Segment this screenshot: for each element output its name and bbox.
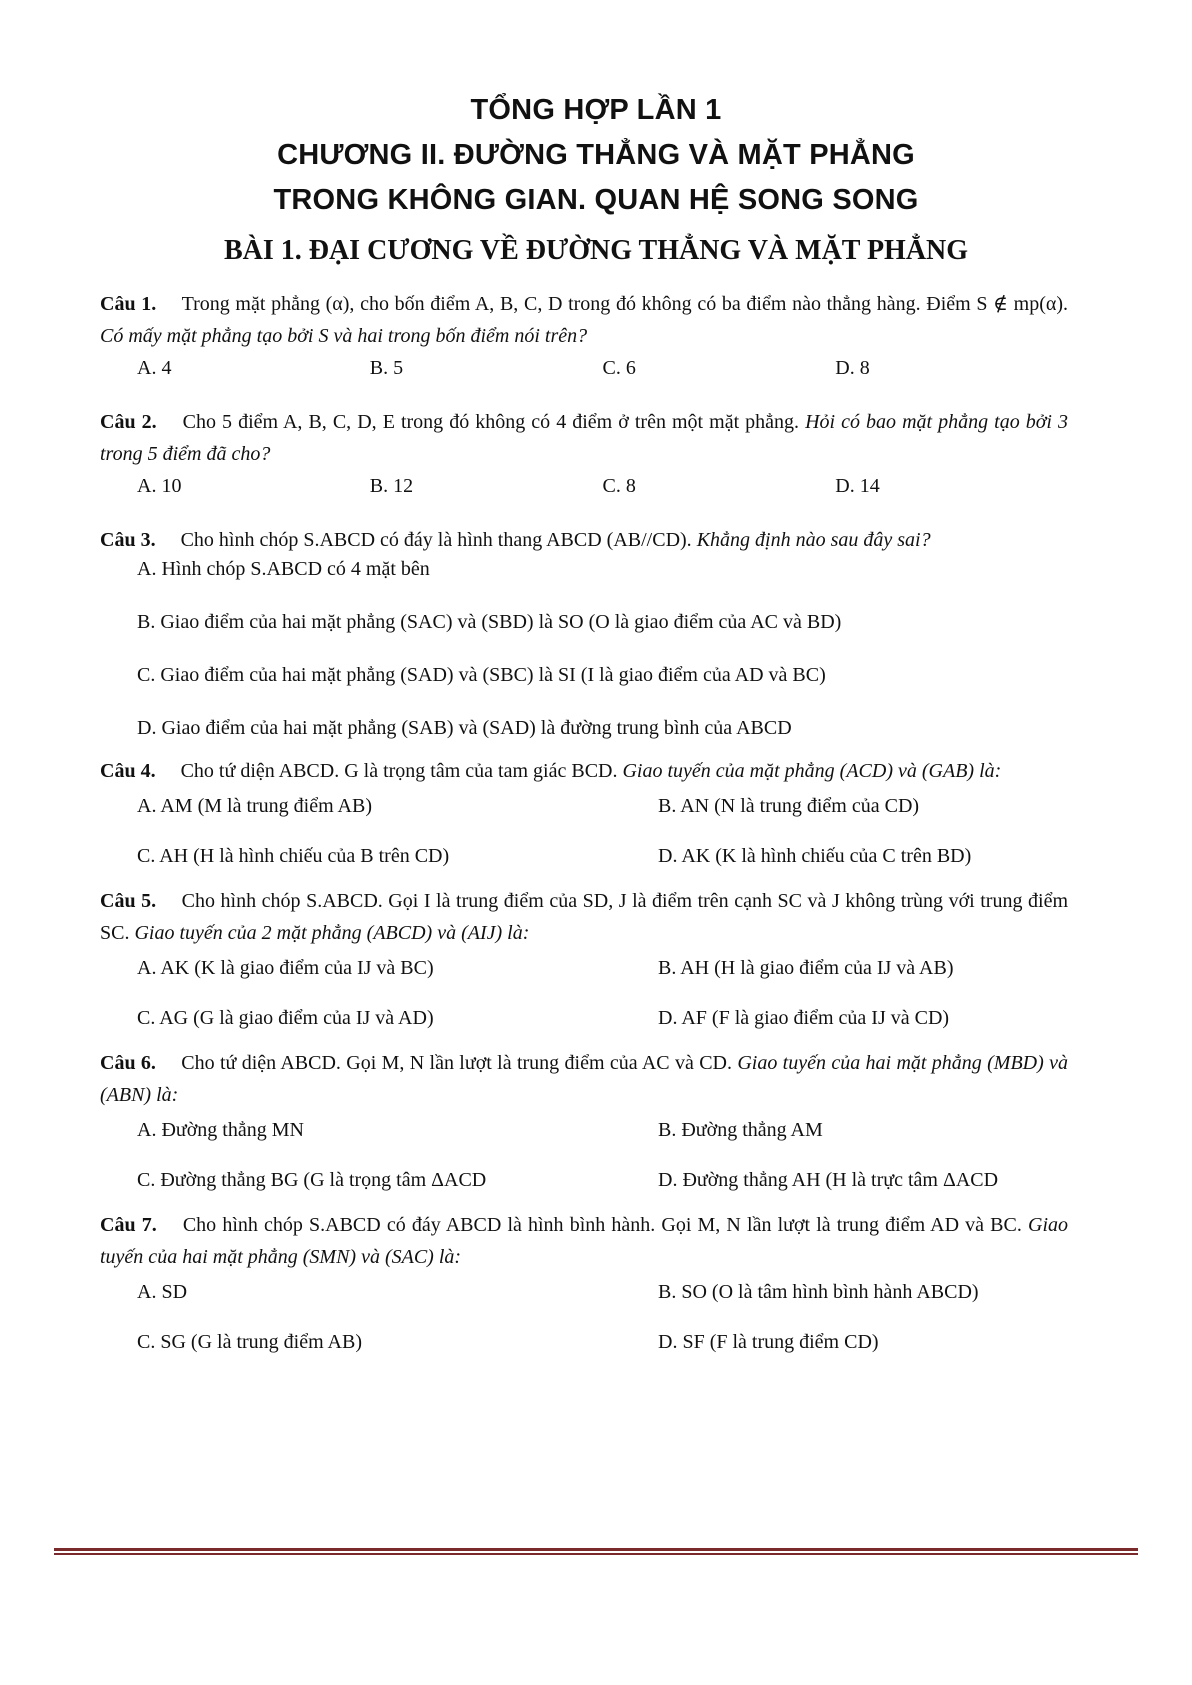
option-c: C. Giao điểm của hai mặt phẳng (SAD) và (SBC) là SI (I là giao điểm của AD và BC) <box>137 664 826 686</box>
option-a: A. Hình chóp S.ABCD có 4 mặt bên <box>137 558 430 580</box>
option-d: D. 14 <box>835 475 880 497</box>
question-label: Câu 2. <box>100 411 157 433</box>
option-b: B. AN (N là trung điểm của CD) <box>658 795 920 817</box>
option-b: B. Đường thẳng AM <box>658 1119 823 1141</box>
option-b: B. 5 <box>369 357 404 379</box>
answer-options <box>100 352 1068 384</box>
question-prompt: Có mấy mặt phẳng tạo bởi S và hai trong bốn điểm nói trên? <box>100 325 588 347</box>
answer-options <box>100 791 1068 871</box>
question-2 <box>100 406 1068 502</box>
answer-options <box>100 1115 1068 1195</box>
option-b: B. AH (H là giao điểm của IJ và AB) <box>658 957 954 979</box>
option-d: D. AK (K là hình chiếu của C trên BD) <box>658 845 972 867</box>
question-stem <box>100 1209 1068 1273</box>
question-label: Câu 3. <box>100 529 156 551</box>
question-1 <box>100 288 1068 384</box>
footer-divider <box>54 1548 1138 1555</box>
question-text: Cho tứ diện ABCD. G là trọng tâm của tam giác BCD. <box>180 760 618 782</box>
question-3 <box>100 524 1068 741</box>
question-prompt: Giao tuyến của mặt phẳng (ACD) và (GAB) là: <box>622 760 1002 782</box>
option-d: D. SF (F là trung điểm CD) <box>658 1331 879 1353</box>
answer-options <box>100 556 1068 741</box>
question-stem <box>100 524 1068 556</box>
option-c: C. AH (H là hình chiếu của B trên CD) <box>137 845 450 867</box>
option-b: B. Giao điểm của hai mặt phẳng (SAC) và (SBD) là SO (O là giao điểm của AC và BD) <box>137 611 842 633</box>
question-text: Cho tứ diện ABCD. Gọi M, N lần lượt là trung điểm của AC và CD. <box>181 1052 732 1074</box>
question-label: Câu 6. <box>100 1052 156 1074</box>
option-d: D. Giao điểm của hai mặt phẳng (SAB) và (SAD) là đường trung bình của ABCD <box>137 717 792 739</box>
question-stem <box>100 406 1068 470</box>
option-b: B. 12 <box>369 475 414 497</box>
question-stem <box>100 1047 1068 1111</box>
lesson-title: BÀI 1. ĐẠI CƯƠNG VỀ ĐƯỜNG THẲNG VÀ MẶT PHẲNG <box>223 235 969 266</box>
question-4 <box>100 755 1068 871</box>
question-text: Cho 5 điểm A, B, C, D, E trong đó không có 4 điểm ở trên một mặt phẳng. <box>182 411 800 433</box>
option-a: A. Đường thẳng MN <box>137 1119 304 1141</box>
question-stem <box>100 288 1068 352</box>
question-prompt: Giao tuyến của hai mặt phẳng (MBD) và (ABN) là: <box>100 1052 1068 1106</box>
option-a: A. 4 <box>137 357 172 379</box>
answer-options <box>100 953 1068 1033</box>
question-7 <box>100 1209 1068 1357</box>
question-prompt: Giao tuyến của hai mặt phẳng (SMN) và (SAC) là: <box>100 1214 1069 1268</box>
question-6 <box>100 1047 1068 1195</box>
question-label: Câu 4. <box>100 760 156 782</box>
option-a: A. AK (K là giao điểm của IJ và BC) <box>137 957 434 979</box>
question-label: Câu 1. <box>100 293 157 315</box>
answer-options <box>100 1277 1068 1357</box>
option-c: C. 6 <box>602 357 636 379</box>
option-d: D. AF (F là giao điểm của IJ và CD) <box>658 1007 950 1029</box>
title-line-3: TRONG KHÔNG GIAN. QUAN HỆ SONG SONG <box>273 184 919 216</box>
option-c: C. 8 <box>602 475 636 497</box>
question-label: Câu 5. <box>100 890 157 912</box>
question-stem <box>100 885 1068 949</box>
title-block <box>0 88 1192 271</box>
question-prompt: Giao tuyến của 2 mặt phẳng (ABCD) và (AIJ) là: <box>134 922 530 944</box>
question-text: Cho hình chóp S.ABCD. Gọi I là trung điểm của SD, J là điểm trên cạnh SC và J không trùng với trung điểm SC. <box>100 890 1068 944</box>
option-a: A. 10 <box>137 475 182 497</box>
question-list <box>100 288 1068 1371</box>
question-stem <box>100 755 1068 787</box>
option-a: A. SD <box>137 1281 188 1303</box>
question-label: Câu 7. <box>100 1214 157 1236</box>
option-d: D. 8 <box>835 357 870 379</box>
question-text: Trong mặt phẳng (α), cho bốn điểm A, B, C, D trong đó không có ba điểm nào thẳng hàng. Điểm S ∉ mp(α). <box>181 293 1068 315</box>
option-a: A. AM (M là trung điểm AB) <box>137 795 372 817</box>
question-5 <box>100 885 1068 1033</box>
option-d: D. Đường thẳng AH (H là trực tâm ΔACD <box>658 1169 999 1191</box>
question-text: Cho hình chóp S.ABCD có đáy là hình thang ABCD (AB//CD). <box>180 529 692 551</box>
answer-options <box>100 470 1068 502</box>
option-c: C. SG (G là trung điểm AB) <box>137 1331 362 1353</box>
option-c: C. Đường thẳng BG (G là trọng tâm ΔACD <box>137 1169 487 1191</box>
question-prompt: Khẳng định nào sau đây sai? <box>696 529 931 551</box>
title-line-1: TỔNG HỢP LẦN 1 <box>470 94 722 126</box>
option-b: B. SO (O là tâm hình bình hành ABCD) <box>658 1281 979 1303</box>
question-text: Cho hình chóp S.ABCD có đáy ABCD là hình bình hành. Gọi M, N lần lượt là trung điểm AD và BC. <box>182 1214 1022 1236</box>
option-c: C. AG (G là giao điểm của IJ và AD) <box>137 1007 434 1029</box>
title-line-2: CHƯƠNG II. ĐƯỜNG THẲNG VÀ MẶT PHẲNG <box>277 139 915 171</box>
question-prompt: Hỏi có bao mặt phẳng tạo bởi 3 trong 5 điểm đã cho? <box>100 411 1069 465</box>
